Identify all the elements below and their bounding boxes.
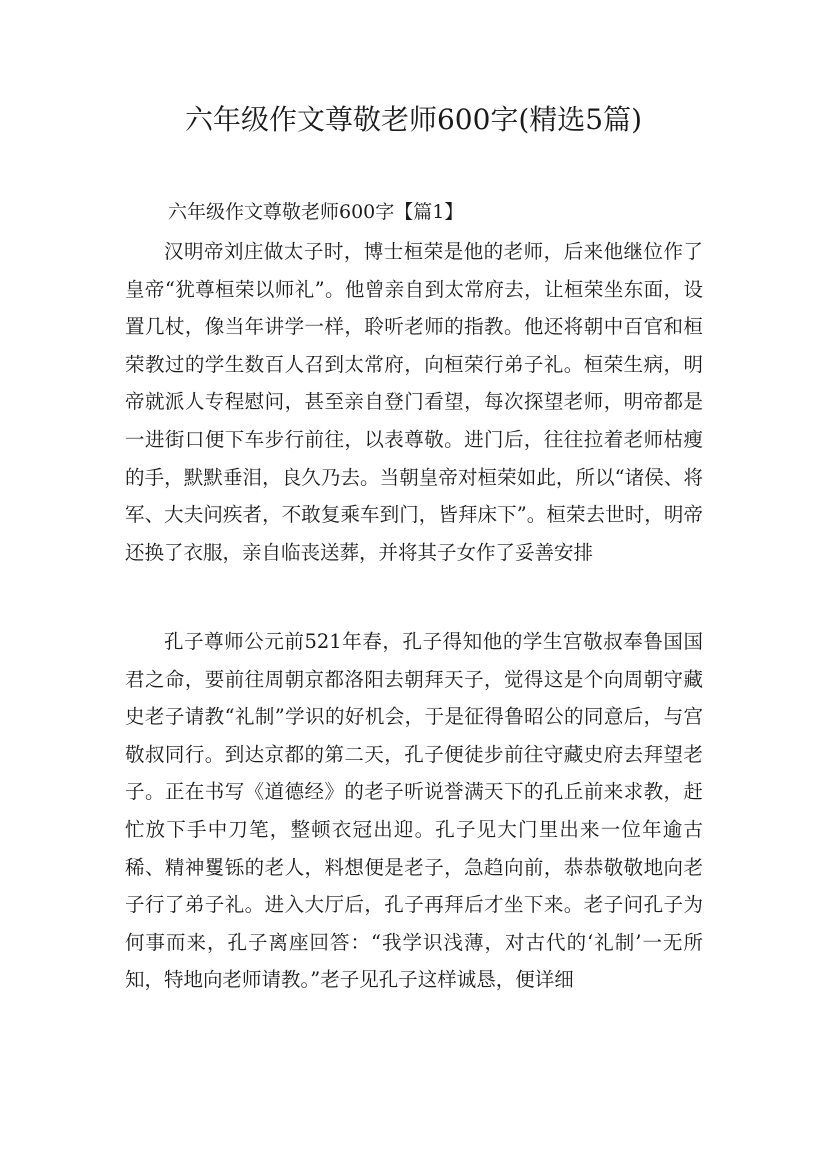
section-heading: 六年级作文尊敬老师600字【篇1】: [168, 201, 464, 223]
body-paragraph: 汉明帝刘庄做太子时，博士桓荣是他的老师，后来他继位作了皇帝“犹尊桓荣以师礼”。他曾亲自到太常府去，让桓荣坐东面，设置几杖，像当年讲学一样，聆听老师的指教。他还将朝中百官和桓荣教过的学生数百人召到太常府，向桓荣行弟子礼。桓荣生病，明帝就派人专程慰问，甚至亲自登门看望，每次探望老师，明帝都是一进街口便下车步行前往，以表尊敬。进门后，往往拉着老师枯瘦的手，默默垂泪，良久乃去。当朝皇帝对桓荣如此，所以“诸侯、将军、大夫问疾者，不敢复乘车到门，皆拜床下”。桓荣去世时，明帝还换了衣服，亲自临丧送葬，并将其子女作了妥善安排: [125, 240, 703, 564]
body-paragraph: 孔子尊师公元前521年春，孔子得知他的学生宫敬叔奉鲁国国君之命，要前往周朝京都洛阳去朝拜天子，觉得这是个向周朝守藏史老子请教“礼制”学识的好机会，于是征得鲁昭公的同意后，与宫敬叔同行。到达京都的第二天，孔子便徒步前往守藏史府去拜望老子。正在书写《道德经》的老子听说誉满天下的孔丘前来求教，赶忙放下手中刀笔，整顿衣冠出迎。孔子见大门里出来一位年逾古稀、精神矍铄的老人，料想便是老子，急趋向前，恭恭敬敬地向老子行了弟子礼。进入大厅后，孔子再拜后才坐下来。老子问孔子为何事而来，孔子离座回答：“我学识浅薄，对古代的‘礼制’一无所知，特地向老师请教。”老子见孔子这样诚恳，便详细: [125, 630, 703, 992]
document-title: 六年级作文尊敬老师600字(精选5篇): [184, 103, 643, 136]
